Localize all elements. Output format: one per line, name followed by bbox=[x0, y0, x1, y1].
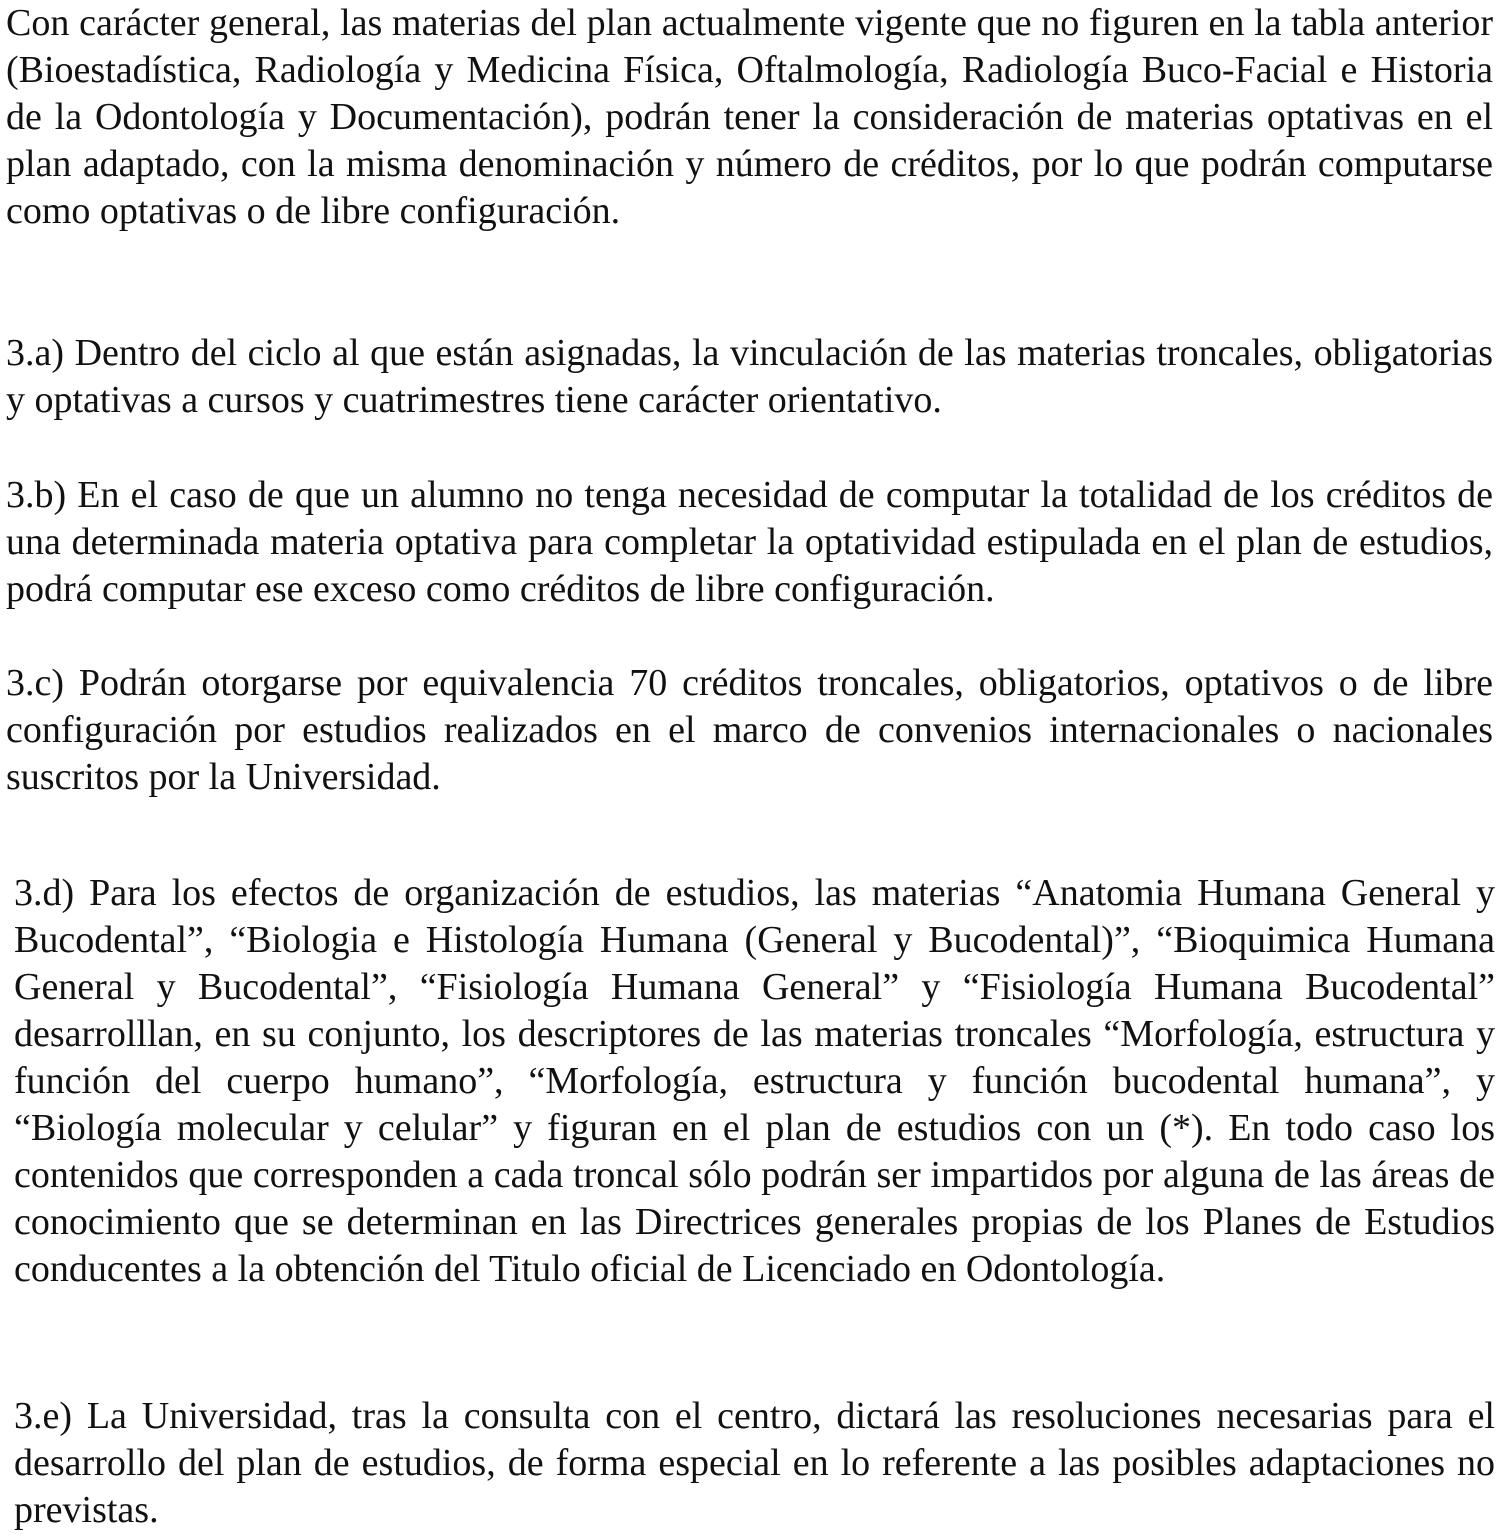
paragraph-3e: 3.e) La Universidad, tras la consulta con el centro, dictará las resoluciones necesarias para el desarrollo del plan de estudios, de forma especial en lo referente a las posibles adaptaciones no previstas. bbox=[14, 1395, 1495, 1531]
paragraph-3b: 3.b) En el caso de que un alumno no tenga necesidad de computar la totalidad de los créditos de una determinada materia optativa para completar la optatividad estipulada en el plan de estudios, podrá computar ese exceso como créditos de libre configuración. bbox=[6, 474, 1493, 610]
paragraph-general: Con carácter general, las materias del plan actualmente vigente que no figuren en la tabla anterior (Bioestadística, Radiología y Medicina Física, Oftalmología, Radiología Buco-Facial e Historia de la Odontología y Documentación), podrán tener la consideración de materias optativas en el plan adaptado, con la misma denominación y número de créditos, por lo que podrán computarse como optativas o de libre configuración. bbox=[6, 2, 1493, 232]
paragraph-3c: 3.c) Podrán otorgarse por equivalencia 70 créditos troncales, obligatorios, optativos o de libre configuración por estudios realizados en el marco de convenios internacionales o nacionales suscritos por la Universidad. bbox=[6, 662, 1493, 798]
paragraph-3d: 3.d) Para los efectos de organización de estudios, las materias “Anatomia Humana General y Bucodental”, “Biologia e Histología Humana (General y Bucodental)”, “Bioquimica Humana General y Bucodental”, “Fisiología Humana General” y “Fisiología Humana Bucodental” desarrolllan, en su conjunto, los descriptores de las materias troncales “Morfología, estructura y función del cuerpo humano”, “Morfología, estructura y función bucodental humana”, y “Biología molecular y celular” y figuran en el plan de estudios con un (*). En todo caso los contenidos que corresponden a cada troncal sólo podrán ser impartidos por alguna de las áreas de conocimiento que se determinan en las Directrices generales propias de los Planes de Estudios conducentes a la obtención del Titulo oficial de Licenciado en Odontología. bbox=[14, 872, 1495, 1290]
paragraph-3a: 3.a) Dentro del ciclo al que están asignadas, la vinculación de las materias troncales, obligatorias y optativas a cursos y cuatrimestres tiene carácter orientativo. bbox=[6, 332, 1493, 421]
